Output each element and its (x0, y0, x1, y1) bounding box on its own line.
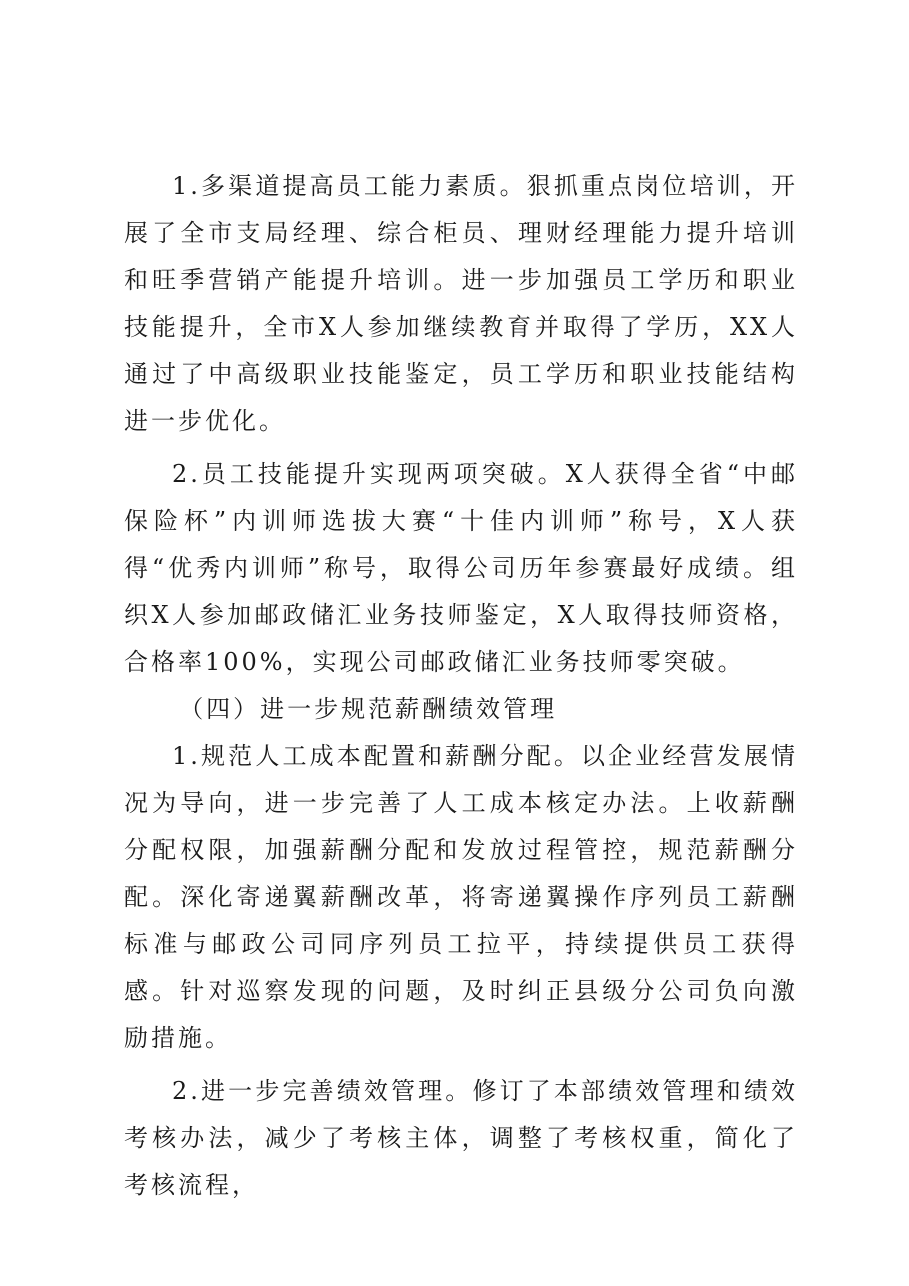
document-body (124, 163, 798, 1209)
paragraph-skill-breakthrough: 2.员工技能提升实现两项突破。X人获得全省“中邮保险杯”内训师选拔大赛“十佳内训师”称号，X人获得“优秀内训师”称号，取得公司历年参赛最好成绩。组织X人参加邮政储汇业务技师鉴定，X人取得技师资格，合格率100%，实现公司邮政储汇业务技师零突破。 (124, 460, 798, 676)
paragraph-performance-management: 2.进一步完善绩效管理。修订了本部绩效管理和绩效考核办法，减少了考核主体，调整了考核权重，简化了考核流程， (124, 1077, 798, 1199)
section-heading-salary-performance: （四）进一步规范薪酬绩效管理 (179, 695, 558, 723)
paragraph-staff-ability: 1.多渠道提高员工能力素质。狠抓重点岗位培训，开展了全市支局经理、综合柜员、理财经理能力提升培训和旺季营销产能提升培训。进一步加强员工学历和职业技能提升，全市X人参加继续教育并取得了学历，XX人通过了中高级职业技能鉴定，员工学历和职业技能结构进一步优化。 (124, 172, 798, 435)
paragraph-labor-cost: 1.规范人工成本配置和薪酬分配。以企业经营发展情况为导向，进一步完善了人工成本核定办法。上收薪酬分配权限，加强薪酬分配和发放过程管控，规范薪酬分配。深化寄递翼薪酬改革，将寄递翼操作序列员工薪酬标准与邮政公司同序列员工拉平，持续提供员工获得感。针对巡察发现的问题，及时纠正县级分公司负向激励措施。 (124, 742, 798, 1052)
